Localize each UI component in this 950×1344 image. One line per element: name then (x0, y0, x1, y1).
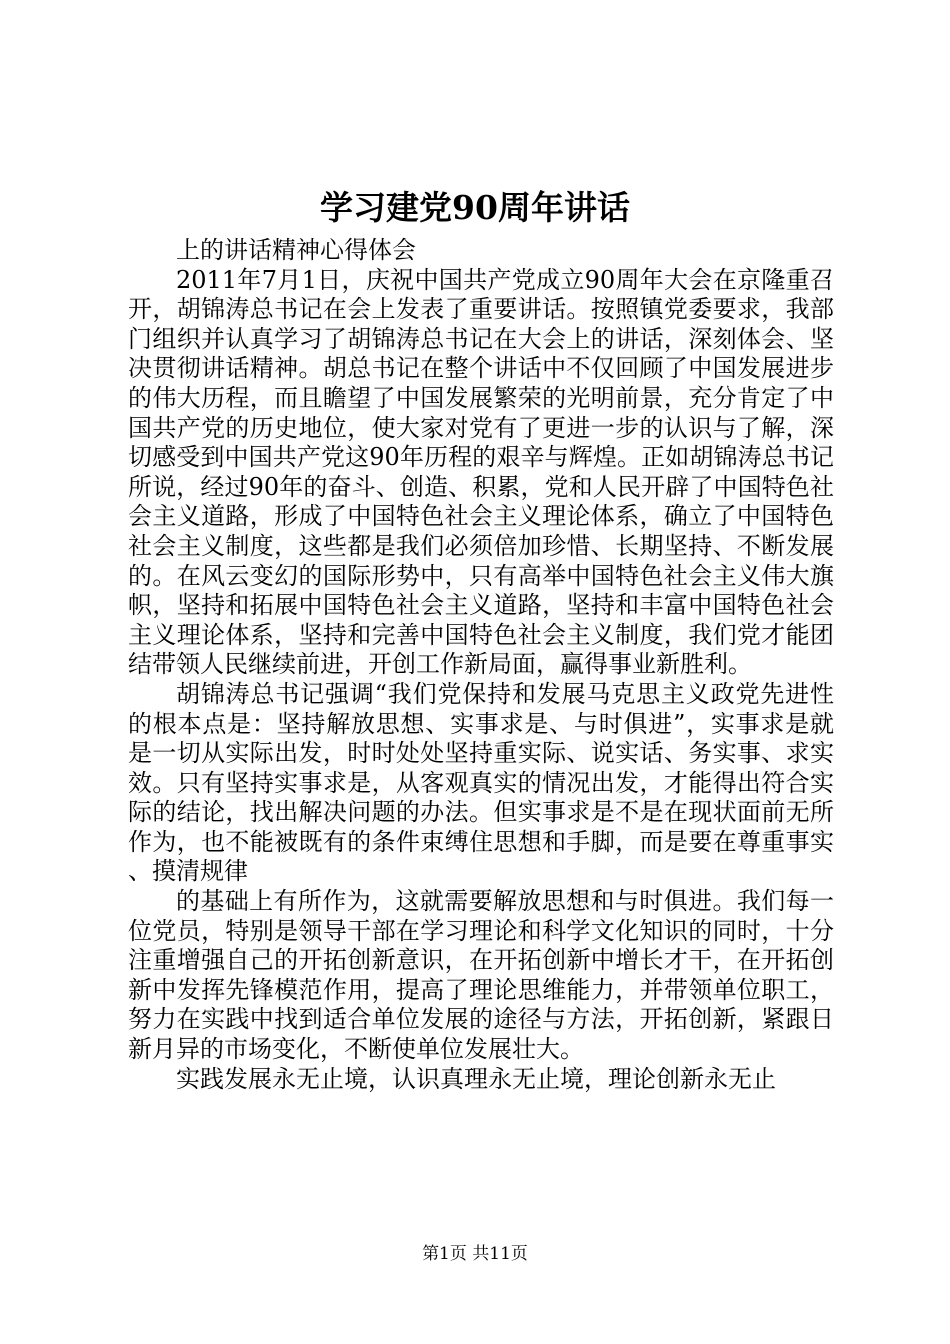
paragraph-4: 实践发展永无止境，认识真理永无止境，理论创新永无止 (176, 1064, 776, 1093)
document-body (128, 236, 834, 1094)
paragraph-1: 2011年7月1日，庆祝中国共产党成立90周年大会在京隆重召开，胡锦涛总书记在会上发表了重要讲话。按照镇党委要求，我部门组织并认真学习了胡锦涛总书记在大会上的讲话，深刻体会、坚决贯彻讲话精神。胡总书记在整个讲话中不仅回顾了中国发展进步的伟大历程，而且瞻望了中国发展繁荣的光明前景，充分肯定了中国共产党的历史地位，使大家对党有了更进一步的认识与了解，深切感受到中国共产党这90年历程的艰辛与辉煌。正如胡锦涛总书记所说，经过90年的奋斗、创造、积累，党和人民开辟了中国特色社会主义道路，形成了中国特色社会主义理论体系，确立了中国特色社会主义制度，这些都是我们必须倍加珍惜、长期坚持、不断发展的。在风云变幻的国际形势中，只有高举中国特色社会主义伟大旗帜，坚持和拓展中国特色社会主义道路，坚持和丰富中国特色社会主义理论体系，坚持和完善中国特色社会主义制度，我们党才能团结带领人民继续前进，开创工作新局面，赢得事业新胜利。 (128, 265, 834, 679)
paragraph-3: 的基础上有所作为，这就需要解放思想和与时俱进。我们每一位党员，特别是领导干部在学习理论和科学文化知识的同时，十分注重增强自己的开拓创新意识，在开拓创新中增长才干，在开拓创新中发挥先锋模范作用，提高了理论思维能力，并带领单位职工，努力在实践中找到适合单位发展的途径与方法，开拓创新，紧跟日新月异的市场变化，不断使单位发展壮大。 (128, 887, 834, 1064)
document-title: 学习建党90周年讲话 (320, 188, 630, 227)
paragraph-2: 胡锦涛总书记强调“我们党保持和发展马克思主义政党先进性的根本点是：坚持解放思想、实事求是、与时俱进”，实事求是就是一切从实际出发，时时处处坚持重实际、说实话、务实事、求实效。只有坚持实事求是，从客观真实的情况出发，才能得出符合实际的结论，找出解决问题的办法。但实事求是不是在现状面前无所作为，也不能被既有的条件束缚住思想和手脚，而是要在尊重事实、摸清规律 (128, 679, 834, 886)
page-footer: 第1页 共11页 (422, 1244, 528, 1264)
paragraph-subtitle: 上的讲话精神心得体会 (176, 236, 416, 264)
